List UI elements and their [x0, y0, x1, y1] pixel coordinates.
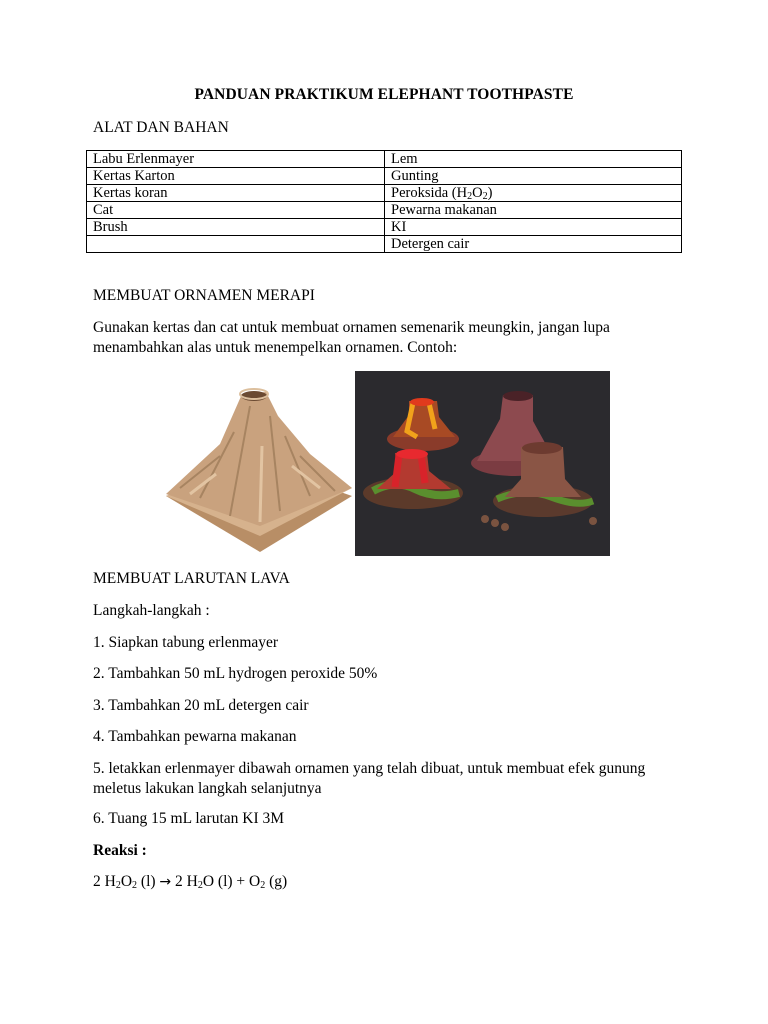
- step-item: 5. letakkan erlenmayer dibawah ornamen yang telah dibuat, untuk membuat efek gunung meletus lakukan langkah selanjutnya: [93, 760, 646, 797]
- peroxide-close: ): [487, 185, 493, 201]
- table-row: [87, 168, 682, 185]
- steps-label: Langkah-langkah :: [93, 602, 210, 619]
- table-cell: [385, 185, 682, 202]
- reaction-rhs-rest: O (l) + O: [202, 873, 261, 890]
- table-row: [87, 151, 682, 168]
- lava-heading: MEMBUAT LARUTAN LAVA: [93, 570, 290, 587]
- table-cell: Detergen cair: [385, 236, 682, 253]
- table-row: [87, 185, 682, 202]
- table-cell: Labu Erlenmayer: [87, 151, 385, 168]
- table-cell: Kertas Karton: [87, 168, 385, 185]
- step-item: 4. Tambahkan pewarna makanan: [93, 728, 297, 745]
- painted-volcanoes-image: [355, 371, 610, 556]
- clay-volcano-image: [160, 376, 356, 556]
- table-cell: Cat: [87, 202, 385, 219]
- materials-table: [86, 150, 682, 253]
- arrow-icon: →: [159, 874, 172, 890]
- peroxide-text: Peroksida (H: [391, 185, 468, 201]
- subscript: 2: [197, 880, 203, 891]
- table-row: [87, 202, 682, 219]
- table-row: [87, 219, 682, 236]
- table-cell: [87, 236, 385, 253]
- step-item: 3. Tambahkan 20 mL detergen cair: [93, 697, 309, 714]
- subscript: 2: [115, 880, 121, 891]
- table-cell: Kertas koran: [87, 185, 385, 202]
- ornament-text: Gunakan kertas dan cat untuk membuat ornamen semenarik meungkin, jangan lupa menambahkan alas untuk menempelkan ornamen. Contoh:: [93, 319, 610, 356]
- table-cell: Pewarna makanan: [385, 202, 682, 219]
- reaction-rhs-state: (g): [265, 873, 288, 890]
- table-cell: Lem: [385, 151, 682, 168]
- table-cell: Gunting: [385, 168, 682, 185]
- step-item: 2. Tambahkan 50 mL hydrogen peroxide 50%: [93, 665, 378, 682]
- ornament-heading: MEMBUAT ORNAMEN MERAPI: [93, 287, 315, 304]
- page-title: PANDUAN PRAKTIKUM ELEPHANT TOOTHPASTE: [194, 86, 574, 103]
- subscript: 2: [260, 880, 266, 891]
- subscript: 2: [132, 880, 138, 891]
- subscript: 2: [482, 191, 488, 202]
- reaction-rhs: 2 H: [171, 873, 198, 890]
- reaction-equation: [93, 872, 683, 892]
- step-item: 6. Tuang 15 mL larutan KI 3M: [93, 810, 285, 827]
- table-cell: Brush: [87, 219, 385, 236]
- reaction-lhs-state: (l): [137, 873, 160, 890]
- subscript: 2: [467, 191, 473, 202]
- reaction-lhs: 2 H: [93, 873, 116, 890]
- tools-heading: ALAT DAN BAHAN: [93, 119, 229, 136]
- reaction-label: Reaksi :: [93, 842, 147, 859]
- step-item: 1. Siapkan tabung erlenmayer: [93, 634, 279, 651]
- table-row: [87, 236, 682, 253]
- table-cell: KI: [385, 219, 682, 236]
- peroxide-o: O: [472, 185, 483, 201]
- reaction-lhs-o: O: [120, 873, 133, 890]
